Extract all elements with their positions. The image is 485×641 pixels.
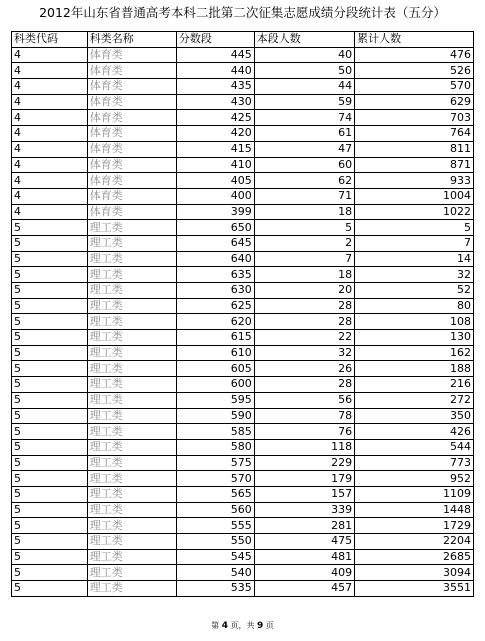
score-band-cell: 630 (176, 283, 254, 299)
category-code-cell: 5 (12, 455, 88, 471)
score-band-cell: 625 (176, 298, 254, 314)
footer-page-number: 4 (221, 621, 228, 631)
category-code-cell: 5 (12, 486, 88, 502)
table-row (12, 47, 474, 63)
category-name-cell: 体育类 (87, 126, 176, 142)
score-band-cell: 440 (176, 63, 254, 79)
band-count-cell: 56 (254, 392, 354, 408)
table-row (12, 298, 474, 314)
category-code-cell: 4 (12, 173, 88, 189)
cumulative-count-cell: 426 (355, 424, 474, 440)
score-band-cell: 600 (176, 377, 254, 393)
category-name-cell: 体育类 (87, 188, 176, 204)
band-count-cell: 457 (254, 581, 354, 597)
table-row (12, 173, 474, 189)
score-band-cell: 565 (176, 486, 254, 502)
table-row (12, 157, 474, 173)
category-name-cell: 理工类 (87, 549, 176, 565)
score-band-cell: 399 (176, 204, 254, 220)
table-row (12, 502, 474, 518)
band-count-cell: 20 (254, 283, 354, 299)
score-band-cell: 605 (176, 361, 254, 377)
band-count-cell: 60 (254, 157, 354, 173)
table-row (12, 235, 474, 251)
category-name-cell: 理工类 (87, 220, 176, 236)
band-count-cell: 475 (254, 534, 354, 550)
score-band-cell: 400 (176, 188, 254, 204)
category-name-cell: 理工类 (87, 486, 176, 502)
table-row (12, 455, 474, 471)
category-name-cell: 理工类 (87, 565, 176, 581)
page-title: 2012年山东省普通高考本科二批第二次征集志愿成绩分段统计表（五分） (39, 5, 446, 20)
header-row (12, 32, 474, 48)
table-row (12, 251, 474, 267)
category-code-cell: 4 (12, 47, 88, 63)
table-row (12, 408, 474, 424)
category-code-cell: 5 (12, 471, 88, 487)
score-band-cell: 535 (176, 581, 254, 597)
cumulative-count-cell: 703 (355, 110, 474, 126)
band-count-cell: 18 (254, 204, 354, 220)
table-row (12, 565, 474, 581)
category-name-cell: 理工类 (87, 439, 176, 455)
cumulative-count-cell: 933 (355, 173, 474, 189)
table-row (12, 377, 474, 393)
header-score-band: 分数段 (176, 32, 254, 48)
score-band-cell: 635 (176, 267, 254, 283)
cumulative-count-cell: 272 (355, 392, 474, 408)
category-code-cell: 5 (12, 251, 88, 267)
category-name-cell: 体育类 (87, 110, 176, 126)
table-row (12, 471, 474, 487)
band-count-cell: 71 (254, 188, 354, 204)
score-band-cell: 430 (176, 94, 254, 110)
category-name-cell: 体育类 (87, 173, 176, 189)
score-band-cell: 435 (176, 79, 254, 95)
cumulative-count-cell: 52 (355, 283, 474, 299)
cumulative-count-cell: 526 (355, 63, 474, 79)
cumulative-count-cell: 1004 (355, 188, 474, 204)
cumulative-count-cell: 130 (355, 330, 474, 346)
table-row (12, 126, 474, 142)
cumulative-count-cell: 811 (355, 141, 474, 157)
band-count-cell: 40 (254, 47, 354, 63)
category-name-cell: 理工类 (87, 251, 176, 267)
score-band-cell: 560 (176, 502, 254, 518)
band-count-cell: 481 (254, 549, 354, 565)
category-code-cell: 4 (12, 110, 88, 126)
score-band-cell: 645 (176, 235, 254, 251)
table-row (12, 188, 474, 204)
category-code-cell: 5 (12, 502, 88, 518)
category-name-cell: 理工类 (87, 581, 176, 597)
table-row (12, 439, 474, 455)
category-name-cell: 体育类 (87, 79, 176, 95)
table-row (12, 534, 474, 550)
band-count-cell: 18 (254, 267, 354, 283)
cumulative-count-cell: 476 (355, 47, 474, 63)
table-row (12, 110, 474, 126)
category-code-cell: 5 (12, 518, 88, 534)
category-code-cell: 5 (12, 392, 88, 408)
cumulative-count-cell: 764 (355, 126, 474, 142)
category-code-cell: 5 (12, 235, 88, 251)
band-count-cell: 28 (254, 377, 354, 393)
category-name-cell: 理工类 (87, 330, 176, 346)
category-code-cell: 5 (12, 330, 88, 346)
header-category-code: 科类代码 (12, 32, 88, 48)
table-row (12, 345, 474, 361)
band-count-cell: 409 (254, 565, 354, 581)
band-count-cell: 47 (254, 141, 354, 157)
category-name-cell: 理工类 (87, 361, 176, 377)
table-row (12, 220, 474, 236)
cumulative-count-cell: 3551 (355, 581, 474, 597)
score-table (11, 31, 474, 597)
cumulative-count-cell: 14 (355, 251, 474, 267)
category-code-cell: 5 (12, 424, 88, 440)
score-band-cell: 425 (176, 110, 254, 126)
score-band-cell: 590 (176, 408, 254, 424)
category-name-cell: 理工类 (87, 298, 176, 314)
band-count-cell: 118 (254, 439, 354, 455)
category-name-cell: 理工类 (87, 267, 176, 283)
category-name-cell: 体育类 (87, 141, 176, 157)
score-band-cell: 585 (176, 424, 254, 440)
category-code-cell: 5 (12, 345, 88, 361)
cumulative-count-cell: 1022 (355, 204, 474, 220)
score-band-cell: 595 (176, 392, 254, 408)
category-name-cell: 体育类 (87, 204, 176, 220)
band-count-cell: 26 (254, 361, 354, 377)
table-row (12, 63, 474, 79)
score-band-cell: 550 (176, 534, 254, 550)
category-name-cell: 理工类 (87, 424, 176, 440)
score-band-cell: 610 (176, 345, 254, 361)
category-code-cell: 5 (12, 298, 88, 314)
cumulative-count-cell: 162 (355, 345, 474, 361)
score-band-cell: 570 (176, 471, 254, 487)
category-name-cell: 理工类 (87, 283, 176, 299)
cumulative-count-cell: 216 (355, 377, 474, 393)
table-row (12, 204, 474, 220)
table-row (12, 283, 474, 299)
category-code-cell: 5 (12, 534, 88, 550)
cumulative-count-cell: 1448 (355, 502, 474, 518)
page-footer (0, 621, 485, 631)
category-name-cell: 理工类 (87, 471, 176, 487)
cumulative-count-cell: 188 (355, 361, 474, 377)
band-count-cell: 157 (254, 486, 354, 502)
score-band-cell: 650 (176, 220, 254, 236)
category-code-cell: 4 (12, 204, 88, 220)
header-cumulative-count: 累计人数 (355, 32, 474, 48)
score-band-cell: 420 (176, 126, 254, 142)
table-row (12, 79, 474, 95)
category-name-cell: 理工类 (87, 345, 176, 361)
cumulative-count-cell: 350 (355, 408, 474, 424)
category-code-cell: 4 (12, 94, 88, 110)
category-code-cell: 5 (12, 361, 88, 377)
cumulative-count-cell: 7 (355, 235, 474, 251)
band-count-cell: 76 (254, 424, 354, 440)
band-count-cell: 44 (254, 79, 354, 95)
band-count-cell: 22 (254, 330, 354, 346)
score-band-cell: 620 (176, 314, 254, 330)
category-code-cell: 5 (12, 267, 88, 283)
category-code-cell: 4 (12, 63, 88, 79)
table-row (12, 94, 474, 110)
table-row (12, 314, 474, 330)
band-count-cell: 78 (254, 408, 354, 424)
score-band-cell: 445 (176, 47, 254, 63)
band-count-cell: 339 (254, 502, 354, 518)
table-row (12, 486, 474, 502)
table-row (12, 424, 474, 440)
category-code-cell: 5 (12, 408, 88, 424)
category-name-cell: 理工类 (87, 377, 176, 393)
band-count-cell: 59 (254, 94, 354, 110)
category-code-cell: 5 (12, 220, 88, 236)
band-count-cell: 2 (254, 235, 354, 251)
band-count-cell: 74 (254, 110, 354, 126)
table-body (12, 32, 474, 597)
table-row (12, 267, 474, 283)
category-name-cell: 理工类 (87, 518, 176, 534)
category-code-cell: 5 (12, 314, 88, 330)
category-code-cell: 5 (12, 377, 88, 393)
footer-total-pages: 9 (257, 621, 264, 631)
score-band-cell: 555 (176, 518, 254, 534)
band-count-cell: 5 (254, 220, 354, 236)
category-code-cell: 4 (12, 79, 88, 95)
band-count-cell: 61 (254, 126, 354, 142)
table-row (12, 518, 474, 534)
category-code-cell: 4 (12, 141, 88, 157)
table-row (12, 141, 474, 157)
score-band-cell: 545 (176, 549, 254, 565)
cumulative-count-cell: 2204 (355, 534, 474, 550)
cumulative-count-cell: 108 (355, 314, 474, 330)
footer-suffix: 页 (265, 621, 274, 630)
score-band-cell: 540 (176, 565, 254, 581)
score-band-cell: 640 (176, 251, 254, 267)
band-count-cell: 50 (254, 63, 354, 79)
category-code-cell: 4 (12, 157, 88, 173)
table-row (12, 361, 474, 377)
category-name-cell: 理工类 (87, 502, 176, 518)
band-count-cell: 62 (254, 173, 354, 189)
category-code-cell: 4 (12, 188, 88, 204)
category-name-cell: 体育类 (87, 63, 176, 79)
cumulative-count-cell: 629 (355, 94, 474, 110)
score-band-cell: 410 (176, 157, 254, 173)
band-count-cell: 28 (254, 298, 354, 314)
score-band-cell: 575 (176, 455, 254, 471)
category-code-cell: 5 (12, 565, 88, 581)
score-band-cell: 580 (176, 439, 254, 455)
cumulative-count-cell: 3094 (355, 565, 474, 581)
cumulative-count-cell: 1109 (355, 486, 474, 502)
category-name-cell: 体育类 (87, 157, 176, 173)
category-name-cell: 理工类 (87, 455, 176, 471)
category-name-cell: 理工类 (87, 408, 176, 424)
score-band-cell: 405 (176, 173, 254, 189)
cumulative-count-cell: 773 (355, 455, 474, 471)
category-code-cell: 4 (12, 126, 88, 142)
category-name-cell: 体育类 (87, 47, 176, 63)
footer-prefix: 第 (211, 621, 220, 630)
band-count-cell: 28 (254, 314, 354, 330)
cumulative-count-cell: 570 (355, 79, 474, 95)
band-count-cell: 229 (254, 455, 354, 471)
cumulative-count-cell: 5 (355, 220, 474, 236)
header-band-count: 本段人数 (254, 32, 354, 48)
table-row (12, 392, 474, 408)
cumulative-count-cell: 1729 (355, 518, 474, 534)
band-count-cell: 281 (254, 518, 354, 534)
category-code-cell: 5 (12, 581, 88, 597)
cumulative-count-cell: 32 (355, 267, 474, 283)
header-category-name: 科类名称 (87, 32, 176, 48)
cumulative-count-cell: 80 (355, 298, 474, 314)
category-name-cell: 体育类 (87, 94, 176, 110)
category-name-cell: 理工类 (87, 235, 176, 251)
category-name-cell: 理工类 (87, 534, 176, 550)
cumulative-count-cell: 2685 (355, 549, 474, 565)
band-count-cell: 32 (254, 345, 354, 361)
band-count-cell: 179 (254, 471, 354, 487)
score-band-cell: 415 (176, 141, 254, 157)
category-name-cell: 理工类 (87, 314, 176, 330)
table-row (12, 581, 474, 597)
table-row (12, 549, 474, 565)
category-code-cell: 5 (12, 283, 88, 299)
cumulative-count-cell: 952 (355, 471, 474, 487)
category-code-cell: 5 (12, 549, 88, 565)
category-code-cell: 5 (12, 439, 88, 455)
band-count-cell: 7 (254, 251, 354, 267)
category-name-cell: 理工类 (87, 392, 176, 408)
cumulative-count-cell: 871 (355, 157, 474, 173)
cumulative-count-cell: 544 (355, 439, 474, 455)
table-row (12, 330, 474, 346)
score-band-cell: 615 (176, 330, 254, 346)
footer-middle: 页，共 (230, 621, 255, 630)
